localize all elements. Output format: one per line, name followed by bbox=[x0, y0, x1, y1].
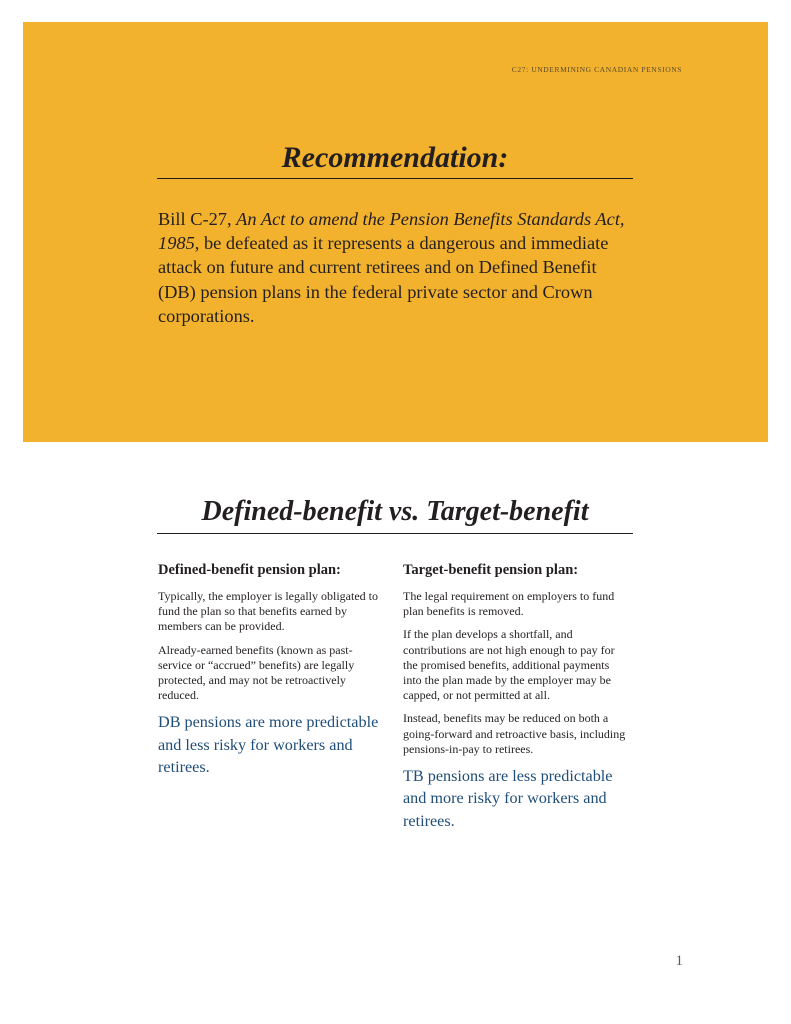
title-rule bbox=[157, 178, 633, 179]
page-number: 1 bbox=[675, 953, 683, 969]
defined-benefit-column bbox=[158, 560, 383, 787]
defined-benefit-heading: Defined-benefit pension plan: bbox=[158, 562, 341, 578]
target-benefit-heading: Target-benefit pension plan: bbox=[403, 562, 579, 578]
defined-benefit-callout: DB pensions are more predictable and less risky for workers and retirees. bbox=[158, 713, 379, 777]
act-title: An Act to amend the Pension Benefits Standards Act, 1985 bbox=[158, 209, 625, 254]
recommendation-title: Recommendation: bbox=[281, 141, 509, 174]
comparison-title: Defined-benefit vs. Target-benefit bbox=[201, 496, 589, 527]
target-benefit-column bbox=[403, 560, 628, 840]
target-benefit-paragraph: Instead, benefits may be reduced on both a going-forward and retroactive basis, including pensions-in-pay to retirees. bbox=[403, 711, 626, 756]
defined-benefit-paragraph: Already-earned benefits (known as past-service or “accrued” benefits) are legally protected, and may not be retroactively reduced. bbox=[158, 642, 355, 703]
section-rule bbox=[157, 533, 633, 534]
target-benefit-callout: TB pensions are less predictable and more risky for workers and retirees. bbox=[403, 767, 613, 830]
defined-benefit-paragraph: Typically, the employer is legally obligated to fund the plan so that benefits earned by members can be provided. bbox=[158, 589, 378, 634]
target-benefit-paragraph: If the plan develops a shortfall, and contributions are not high enough to pay for the promised benefits, additional payments into the plan made by the employer may be capped, or not permitted at all. bbox=[403, 627, 615, 703]
recommendation-body bbox=[158, 207, 628, 328]
target-benefit-paragraph: The legal requirement on employers to fund plan benefits is removed. bbox=[403, 589, 615, 619]
running-head: C27: UNDERMINING CANADIAN PENSIONS bbox=[511, 65, 682, 74]
recommendation-body-start: Bill C-27, bbox=[158, 209, 237, 229]
recommendation-body-end: , be defeated as it represents a dangerous and immediate attack on future and current retirees and on Defined Benefit (DB) pension plans in the federal private sector and Crown corporations. bbox=[158, 233, 609, 326]
